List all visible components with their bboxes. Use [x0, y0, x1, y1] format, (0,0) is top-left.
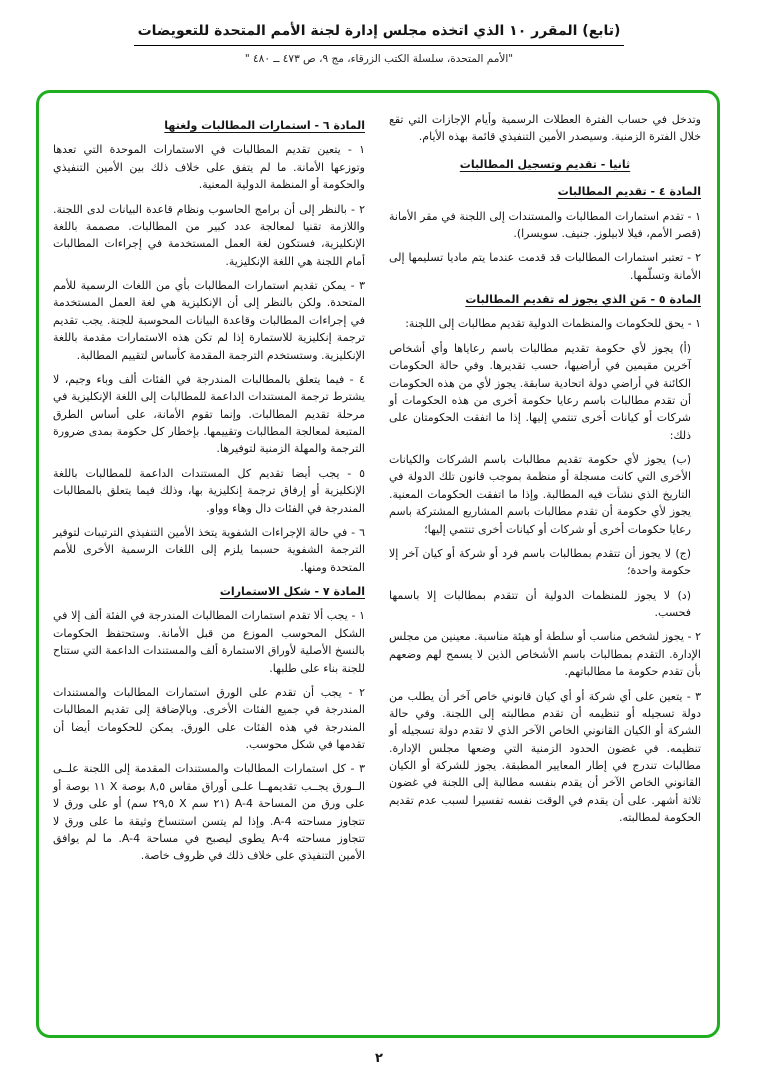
- paragraph: (د) لا يجوز للمنظمات الدولية أن تتقدم بمطالبات إلا باسمها فحسب.: [389, 588, 691, 619]
- document-source-citation: "الأمم المتحدة، سلسلة الكتب الزرقاء، مج ٩، ص ٤٧٣ ــ ٤٨٠ ": [244, 53, 514, 66]
- paragraph: ١ - يجب ألا تقدم استمارات المطالبات المندرجة في الفئة ألف إلا في الشكل المحوسب الموزع من قبل الأمانة. وستحتفظ الحكومات بالنسخ الأصلية لأوراق الاستمارة ألف والمستندات الداعمة التي ستتاح للجنة بناء على طلبها.: [53, 609, 365, 675]
- paragraph: وتدخل في حساب الفترة العطلات الرسمية وأيام الإجازات التي تقع خلال الفترة الزمنية. وسيصدر الأمين التنفيذي قائمة بهذه الأيام.: [389, 113, 701, 144]
- paragraph: ٣ - يتعين على أي شركة أو أي كيان قانوني خاص آخر أن يطلب من دولة تسجيله أو تنظيمه أن تقدم مطالبته إلى اللجنة. وفي حالة الشركة أو الكيان القانوني الخاص الآخر الذي لا تقدم دولة تسجيله أو تنظيمه. في غضون الحدود الزمنية التي وضعها مجلس الإدارة. مطالبات تندرج في إطار المعايير المطبقة. يجوز للشركة أو الكيان القانوني الخاص الآخر أن يقدم بنفسه مطالبة إلى اللجنة في غضون ثلاثة أشهر. على أن يقدم في الوقت نفسه تفسيرا لسبب عدم تقديم الحكومة لمطالبته.: [389, 689, 701, 825]
- paragraph: ٢ - تعتبر استمارات المطالبات قد قدمت عندما يتم ماديا تسليمها إلى الأمانة وتسلّمها.: [389, 251, 701, 282]
- document-header: [0, 0, 758, 65]
- paragraph: ٤ - فيما يتعلق بالمطالبات المندرجة في الفئات ألف وباء وجيم، لا يشترط ترجمة المستندات الداعمة للمطالبات إلى اللغة الإنكليزية في مرحلة تقديم المطالبات. وإنما تقوم الأمانة، على أساس الطرق المتبعة لمعالجة المطالبات وتقييمها. بإخطار كل حكومة بمدى ضرورة الترجمة والمهلة الزمنية لتوفيرها.: [53, 372, 365, 456]
- paragraph: (ب) يجوز لأي حكومة تقديم مطالبات باسم الشركات والكيانات الأخرى التي كانت مسجلة أو منظمة بموجب قانون تلك الدولة في التاريخ الذي نشأت فيه المطالبة. وإذا ما اتفقت الحكومات المعنية. يجوز لأي حكومة أن تقدم مطالبات باسم المشاريع المشتركة باسم رعايا حكومات أخرى أو شركات أو كيانات أخرى تنتمي إليها؛: [389, 453, 691, 536]
- right-column: [389, 111, 701, 1023]
- paragraph: ٥ - يجب أيضا تقديم كل المستندات الداعمة للمطالبات باللغة الإنكليزية أو إرفاق ترجمة إنكليزية بها، وذلك فيما يتعلق بالمطالبات المندرجة في الفئات دال وهاء وواو.: [53, 466, 365, 515]
- paragraph: (أ) يجوز لأي حكومة تقديم مطالبات باسم رعاياها وأي أشخاص آخرين مقيمين في أراضيها، حسب تقديرها. وفي حالة الحكومات الكائنة في أراضي دولة اتحادية سابقة. يجوز لأي من هذه الحكومات أن تقدم مطالبات باسم رعايا حكومة أخرى من هذه الحكومات أو شركات أو كيانات أخرى تنتمي إليها. إذا ما اتفقت الحكومتان على ذلك:: [389, 341, 691, 442]
- section-heading: المادة ٦ - استمارات المطالبات ولغتها: [164, 119, 365, 132]
- paragraph: ١ - يتعين تقديم المطالبات في الاستمارات الموحدة التي تعدها وتوزعها الأمانة. ما لم يتفق على خلاف ذلك بين الأمين التنفيذي والحكومة أو المنظمة الدولية المعنية.: [53, 143, 365, 192]
- paragraph: ٣ - يمكن تقديم استمارات المطالبات بأي من اللغات الرسمية للأمم المتحدة. ولكن بالنظر إلى أن الإنكليزية هي لغة العمل المستخدمة في إجراءات المطالبات وقاعدة البيانات المحوسبة للجنة. يجب تقديم ترجمة إنكليزية للاستمارة إذا لم تكن هذه الاستمارات مقدمة باللغة الإنكليزية. وستستخدم الترجمة المقدمة كأساس لتقييم المطالبة.: [53, 279, 365, 362]
- green-border-content-box: [36, 90, 720, 1038]
- paragraph: ٢ - يجوز لشخص مناسب أو سلطة أو هيئة مناسبة. معينين من مجلس الإدارة. التقدم بمطالبات باسم الأشخاص الذين لا يسمح لهم وضعهم بأن تقدم حكومة ما مطالباتهم.: [389, 630, 701, 679]
- section-heading: ثانيا - تقديم وتسجيل المطالبات: [459, 157, 631, 171]
- paragraph: ١ - تقدم استمارات المطالبات والمستندات إلى اللجنة في مقر الأمانة (قصر الأمم، فيلا لابيلوز. جنيف. سويسرا).: [389, 209, 701, 240]
- paragraph: (ج) لا يجوز أن تتقدم بمطالبات باسم فرد أو شركة أو كيان آخر إلا حكومة واحدة؛: [389, 546, 691, 578]
- page-number: ٢: [375, 1051, 383, 1066]
- paragraph: ٢ - بالنظر إلى أن برامج الحاسوب ونظام قاعدة البيانات لدى اللجنة. واللازمة تقنيا لمعالجة عدد كبير من المطالبات. مصممة باللغة الإنكليزية، فستكون لغة العمل المستخدمة في إجراءات المطالبات أمام اللجنة هي اللغة الإنكليزية.: [53, 202, 365, 268]
- paragraph: ٣ - كل استمارات المطالبات والمستندات المقدمة إلى اللجنة علــى الــورق يجــب تقديمهــا علـى أوراق مقاس ٨,٥ بوصة X ١١ بوصة أو على ورق من المساحة A-4 (٢١ سم X ٢٩,٥ سم) أو على ورق لا تتجاوز مساحته A-4. وإذا لم يتسن استنساخ وثيقة ما على ورق لا تتجاوز مساحته A-4 يطوى ليصبح في مساحة A-4. ما لم يوافق الأمين التنفيذي على خلاف ذلك في ظروف خاصة.: [53, 762, 366, 863]
- section-heading: المادة ٥ - مَن الذي يجوز له تقديم المطالبات: [465, 293, 701, 306]
- paragraph: ١ - يحق للحكومات والمنظمات الدولية تقديم مطالبات إلى اللجنة:: [405, 317, 701, 331]
- section-heading: المادة ٤ - تقديم المطالبات: [557, 185, 701, 199]
- section-heading: المادة ٧ - شكل الاستمارات: [219, 585, 365, 598]
- paragraph: ٦ - في حالة الإجراءات الشفوية يتخذ الأمين التنفيذي الترتيبات لتوفير الترجمة الشفوية حسبما يلزم إلى اللغات الرسمية الأخرى للأمم المتحدة ومنها.: [53, 525, 365, 574]
- paragraph: ٢ - يجب أن تقدم على الورق استمارات المطالبات والمستندات المندرجة في جميع الفئات الأخرى. وبالإضافة إلى تقديم المطالبات المندرجة في هذه الفئات على الورق. يمكن للحكومات أيضا أن تقدمها في شكل محوسب.: [53, 685, 365, 751]
- two-column-layout: [53, 111, 701, 1023]
- document-title: (تابع) المقرر ١٠ الذي اتخذه مجلس إدارة لجنة الأمم المتحدة للتعويضات: [134, 22, 625, 46]
- left-column: [53, 111, 365, 1023]
